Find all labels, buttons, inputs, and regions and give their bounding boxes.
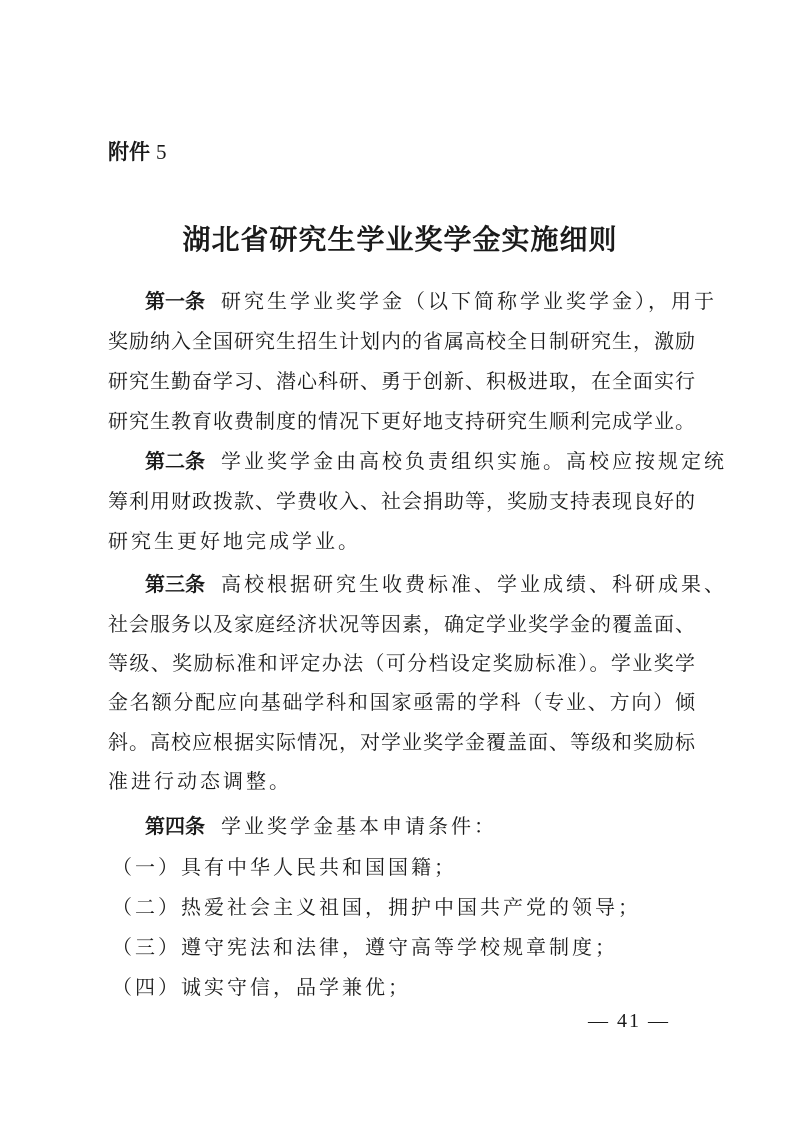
- article-line: [108, 406, 695, 436]
- condition-item: （三）遵守宪法和法律，遵守高等学校规章制度；: [112, 935, 618, 959]
- page-number: — 41 —: [588, 1010, 670, 1032]
- article-text: 准进行动态调整。: [108, 769, 292, 793]
- article-heading: 第四条: [145, 814, 205, 838]
- article-line: [145, 286, 717, 316]
- article-line: [108, 609, 695, 639]
- article-text: 社会服务以及家庭经济状况等因素，确定学业奖学金的覆盖面、: [108, 612, 695, 636]
- condition-item: （一）具有中华人民共和国国籍；: [112, 855, 457, 879]
- article-text: 学业奖学金由高校负责组织实施。高校应按规定统: [221, 449, 727, 473]
- article-text: 研究生勤奋学习、潜心科研、勇于创新、积极进取，在全面实行: [108, 369, 695, 393]
- attachment-number: 5: [156, 140, 167, 164]
- article-text: 研究生教育收费制度的情况下更好地支持研究生顺利完成学业。: [108, 409, 695, 433]
- article-heading: 第二条: [145, 449, 205, 473]
- article-text: 高校根据研究生收费标准、学业成绩、科研成果、: [221, 572, 727, 596]
- article-text: 斜。高校应根据实际情况，对学业奖学金覆盖面、等级和奖励标: [108, 730, 695, 754]
- article-line: [145, 569, 727, 599]
- article-text: 研究生更好地完成学业。: [108, 529, 361, 553]
- article-heading: 第三条: [145, 572, 205, 596]
- article-line: [145, 446, 727, 476]
- article-line: [108, 366, 695, 396]
- condition-item: （二）热爱社会主义祖国，拥护中国共产党的领导；: [112, 895, 641, 919]
- article-line: [108, 766, 292, 796]
- article-text: 学业奖学金基本申请条件：: [221, 814, 497, 838]
- attachment-text: 附件: [108, 140, 150, 164]
- article-text: 筹利用财政拨款、学费收入、社会捐助等，奖励支持表现良好的: [108, 489, 695, 513]
- article-heading: 第一条: [145, 289, 205, 313]
- condition-item: （四）诚实守信，品学兼优；: [112, 975, 411, 999]
- article-text: 金名额分配应向基础学科和国家亟需的学科（专业、方向）倾: [108, 690, 695, 714]
- article-line: [108, 648, 695, 678]
- article-line: [108, 526, 361, 556]
- article-line: [108, 486, 695, 516]
- attachment-label: [108, 136, 167, 166]
- article-text: 奖励纳入全国研究生招生计划内的省属高校全日制研究生，激励: [108, 329, 695, 353]
- article-line: [108, 326, 695, 356]
- article-line: [108, 687, 695, 717]
- article-text: 研究生学业奖学金（以下简称学业奖学金），用于: [221, 289, 717, 313]
- article-line: [108, 727, 695, 757]
- article-line: [145, 811, 497, 841]
- article-text: 等级、奖励标准和评定办法（可分档设定奖励标准）。学业奖学: [108, 651, 695, 675]
- document-title: 湖北省研究生学业奖学金实施细则: [182, 223, 618, 256]
